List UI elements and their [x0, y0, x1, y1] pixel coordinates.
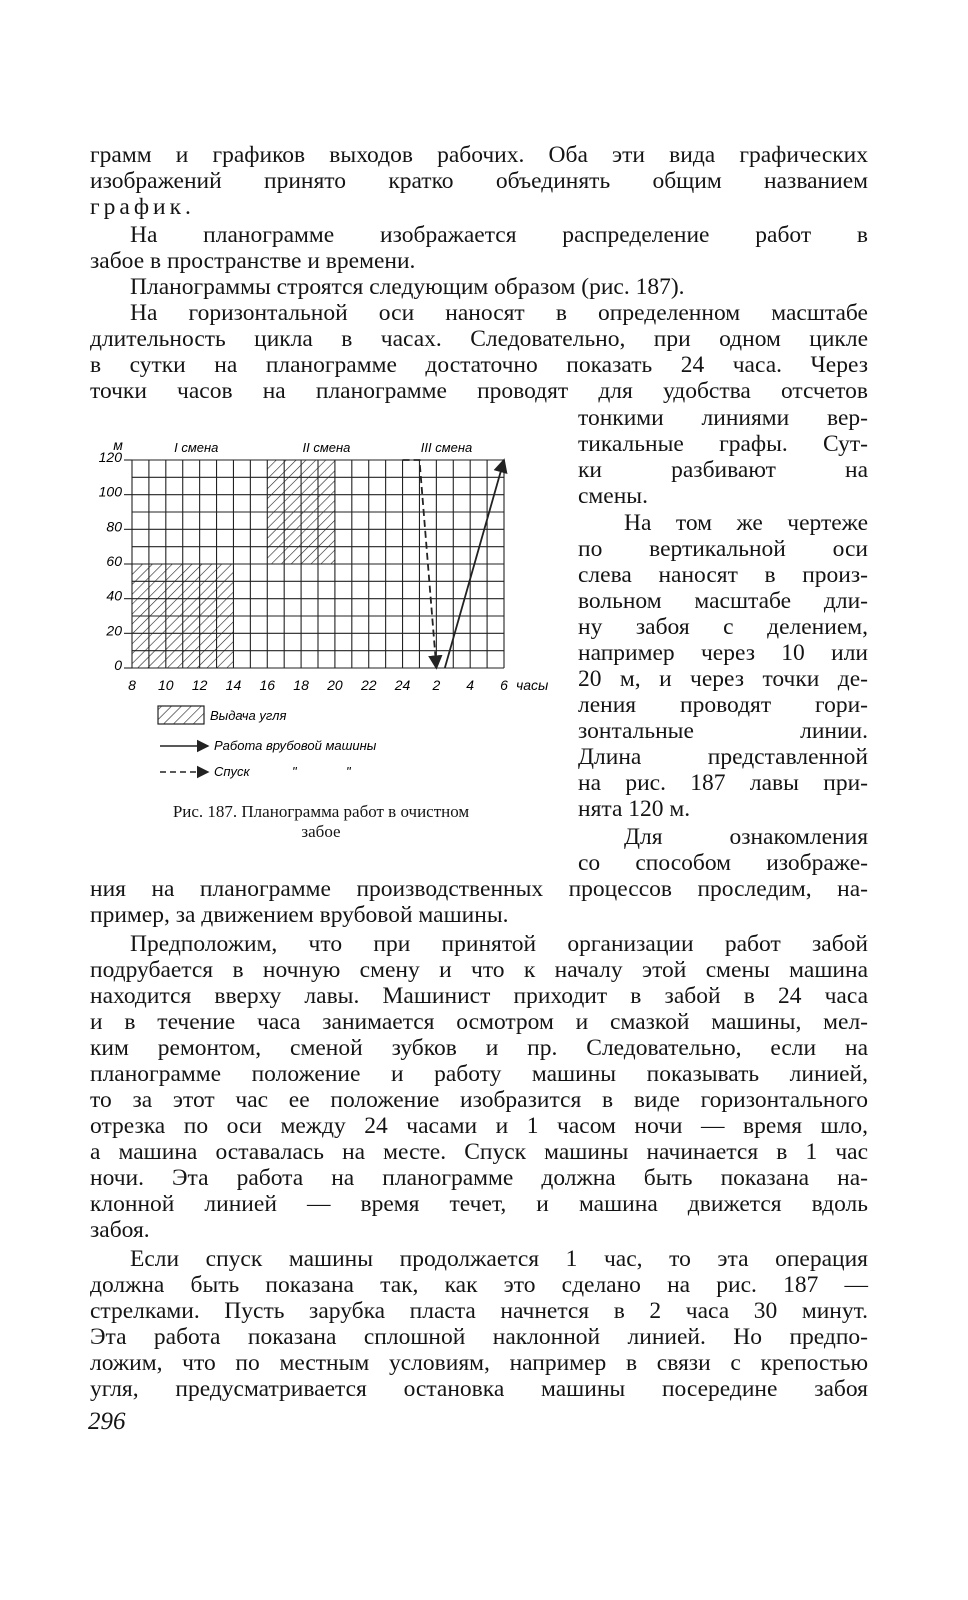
y-axis-unit: м [113, 437, 123, 453]
text-line: например через 10 или [578, 640, 868, 666]
text-line: На горизонтальной оси наносят в определенном масштабе [130, 300, 868, 326]
y-tick-label: 120 [98, 449, 122, 465]
figure-caption-line-1: Рис. 187. Планограмма работ в очистном [172, 802, 470, 821]
text-line: зонтальные линии. [578, 718, 868, 744]
text-line: ки разбивают на [578, 457, 868, 483]
text-line: по вертикальной оси [578, 536, 868, 562]
legend-ditto-2: " [346, 764, 351, 779]
text-line: подрубается в ночную смену и что к началу этой смены машина [90, 957, 868, 983]
text-line: находится вверху лавы. Машинист приходит в забой в 24 часа [90, 983, 868, 1009]
legend-coal-label: Выдача угля [210, 708, 287, 723]
x-tick-label: 6 [500, 677, 508, 693]
x-tick-label: 2 [432, 677, 441, 693]
text-line: то за этот час ее положение изобразится в виде горизонтального [90, 1087, 868, 1113]
x-tick-label: 4 [466, 677, 475, 693]
text-line: ким ремонтом, сменой зубков и пр. Следовательно, если на [90, 1035, 868, 1061]
text-line: Для ознакомления [624, 824, 868, 850]
text-line: смены. [578, 483, 648, 509]
legend-ditto-1: " [292, 764, 297, 779]
text-line: На планограмме изображается распределение работ в [130, 222, 868, 248]
x-tick-label: 14 [225, 677, 242, 693]
text-line: Предположим, что при принятой организации работ забой [130, 931, 868, 957]
figure-caption [100, 802, 542, 842]
text-line: угля, предусматривается остановка машины посередине забоя [90, 1376, 868, 1402]
text-line: ложим, что по местным условиям, например в связи с крепостью [90, 1350, 868, 1376]
text-line: изображений принято кратко объединять общим названием [90, 168, 868, 194]
text-line: Планограммы строятся следующим образом (рис. 187). [130, 274, 685, 300]
text-line: длительность цикла в часах. Следовательно, при одном цикле [90, 326, 868, 352]
text-line: грамм и графиков выходов рабочих. Оба эти вида графических [90, 142, 868, 168]
legend-coal-swatch [158, 706, 204, 724]
x-tick-label: 18 [293, 677, 309, 693]
text-line: тикальные графы. Сут- [578, 431, 868, 457]
text-line: вольном масштабе дли- [578, 588, 868, 614]
shift-label: III смена [420, 440, 473, 455]
text-line: точки часов на планограмме проводят для удобства отсчетов [90, 378, 868, 404]
text-line: а машина оставалась на месте. Спуск машины начинается в 1 час [90, 1139, 868, 1165]
text-line: забое в пространстве и времени. [90, 248, 416, 274]
y-tick-label: 0 [114, 657, 122, 673]
shift-label: II смена [302, 440, 351, 455]
y-tick-label: 100 [98, 483, 122, 500]
x-tick-label: 24 [394, 677, 411, 693]
text-line: нята 120 м. [578, 796, 691, 822]
page-number: 296 [88, 1408, 126, 1435]
y-tick-label: 80 [106, 518, 122, 535]
y-tick-label: 20 [106, 622, 122, 639]
text-line: график. [90, 194, 195, 220]
x-tick-label: 8 [128, 677, 136, 693]
text-line: слева наносят в произ- [578, 562, 868, 588]
shift-label: I смена [174, 440, 219, 455]
text-line: 20 м, и через точки де- [578, 666, 868, 692]
text-line: ния на планограмме производственных процессов проследим, на- [90, 876, 868, 902]
text-line: Длина представленной [578, 744, 868, 770]
text-line: и в течение часа занимается осмотром и смазкой машины, мел- [90, 1009, 868, 1035]
figure-planogram [96, 432, 566, 852]
text-line: в сутки на планограмме достаточно показать 24 часа. Через [90, 352, 868, 378]
y-tick-label: 40 [106, 587, 122, 604]
text-line: клонной линией — время течет, и машина движется вдоль [90, 1191, 868, 1217]
text-line: Эта работа показана сплошной наклонной линией. Но предпо- [90, 1324, 868, 1350]
text-line: со способом изображе- [578, 850, 868, 876]
text-line: ления проводят гори- [578, 692, 868, 718]
text-line: должна быть показана так, как это сделано на рис. 187 — [90, 1272, 868, 1298]
figure-caption-line-2: забое [301, 822, 341, 841]
text-line: Если спуск машины продолжается 1 час, то эта операция [130, 1246, 868, 1272]
text-line: ночи. Эта работа на планограмме должна быть показана на- [90, 1165, 868, 1191]
legend-cutting-label: Работа врубовой машины [214, 738, 377, 753]
text-line: ну забоя с делением, [578, 614, 868, 640]
legend [96, 702, 566, 782]
legend-descent-label: Спуск [214, 764, 250, 779]
text-line: пример, за движением врубовой машины. [90, 902, 509, 928]
x-tick-label: 12 [191, 677, 208, 693]
text-line: стрелками. Пусть зарубка пласта начнется в 2 часа 30 минут. [90, 1298, 868, 1324]
x-tick-label: 20 [327, 677, 343, 693]
text-line: отрезка по оси между 24 часами и 1 часом ночи — время шло, [90, 1113, 868, 1139]
y-tick-label: 60 [106, 553, 122, 569]
text-line: забоя. [90, 1217, 150, 1243]
x-tick-label: 16 [259, 677, 276, 693]
x-axis-unit: часы [516, 677, 549, 693]
x-tick-label: 10 [158, 677, 174, 693]
text-line: на рис. 187 лавы при- [578, 770, 868, 796]
text-line: планограмме положение и работу машины показывать линией, [90, 1061, 868, 1087]
text-line: На том же чертеже [624, 510, 868, 536]
x-tick-label: 22 [360, 677, 377, 693]
text-line: тонкими линиями вер- [578, 405, 868, 431]
